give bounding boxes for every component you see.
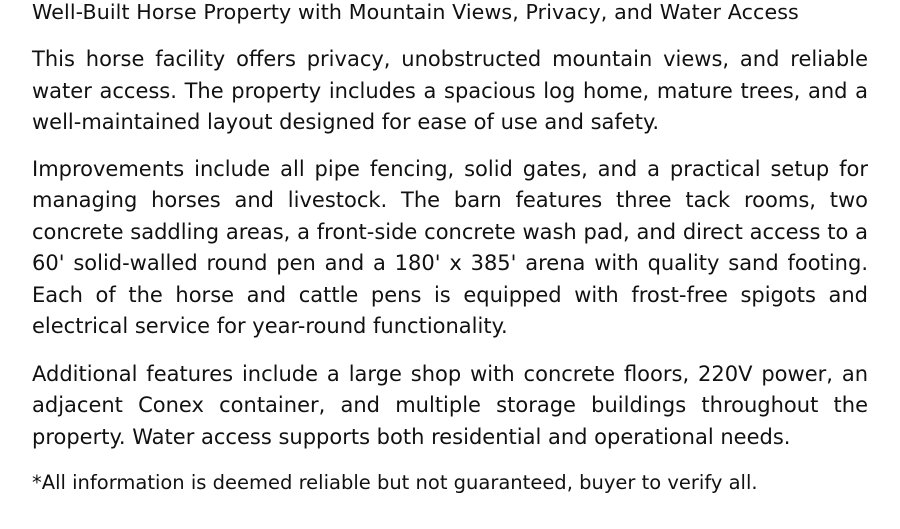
document-title: Well-Built Horse Property with Mountain Views, Privacy, and Water Access [32,0,799,24]
paragraph-overview: This horse facility offers privacy, unobstructed mountain views, and reliable water access. The property includes a spacious log home, mature trees, and a well-maintained layout designed for ease of use and safety. [32,47,868,134]
paragraph-improvements: Improvements include all pipe fencing, solid gates, and a practical setup for managing horses and livestock. The barn features three tack rooms, two concrete saddling areas, a front-side concrete wash pad, and direct access to a 60' solid-walled round pen and a 180' x 385' arena with quality sand footing. Each of the horse and cattle pens is equipped with frost-free spigots and electrical service for year-round functionality. [32,156,868,338]
paragraph-additional-features: Additional features include a large shop with concrete floors, 220V power, an adjacent Conex container, and multiple storage buildings throughout the property. Water access supports both residential and operational needs. [32,361,868,449]
document-body [32,0,868,498]
disclaimer-text: *All information is deemed reliable but not guaranteed, buyer to verify all. [32,471,758,494]
